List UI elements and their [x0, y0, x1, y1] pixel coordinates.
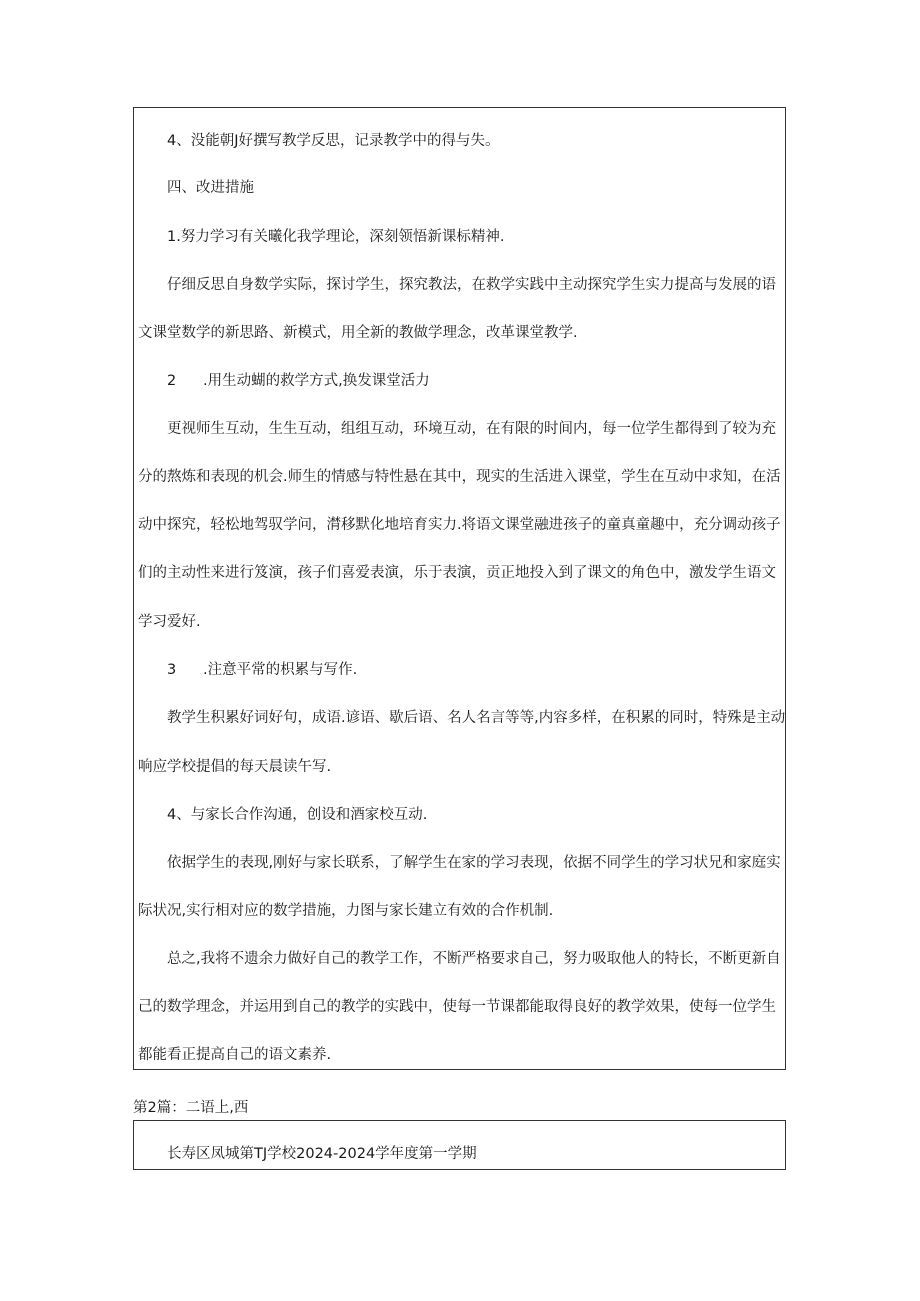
- text-line: 4、与家长合作沟通，创设和酒家校互动.: [167, 807, 428, 823]
- text-line: 仔细反思自身数学实际，探讨学生，探究教法，在救学实践中主动探究学生实力提高与发展的语: [167, 277, 776, 293]
- text-line: 际状况,实行相对应的数学措施，力图与家长建立有效的合作机制.: [138, 903, 554, 919]
- numbered-heading: [167, 372, 430, 390]
- item-text: .用生动蝴的救学方式,换发课堂活力: [203, 373, 430, 389]
- text-line: 1.努力学习有关曦化我学理论，深刻领悟新课标精神.: [167, 229, 505, 245]
- item-number: 2: [167, 373, 177, 389]
- text-line: 更视师生互动，生生互动，组组互动，环境互动，在有限的时间内，每一位学生都得到了较为充: [167, 421, 776, 437]
- content-table-cell: [133, 107, 786, 1070]
- text-line: 文课堂数学的新思路、新模式，用全新的教做学理念，改革课堂教学.: [138, 325, 578, 341]
- text-line: 们的主动性来进行笈演，孩子们喜爱表演，乐于表演，贡正地投入到了课文的角色中，激发学生语文: [138, 565, 776, 581]
- item-text: .注意平常的枳累与写作.: [203, 662, 358, 678]
- section-heading: 四、改进措施: [167, 180, 254, 196]
- text-line: 都能看正提高自己的语文素养.: [138, 1047, 332, 1063]
- header-table-cell: [133, 1120, 786, 1170]
- school-term-title: 长寿区凤城第TJ学校2024-2024学年度第一学期: [167, 1146, 477, 1162]
- item-number: 3: [167, 662, 177, 678]
- text-line: 分的熬炼和表现的机会.师生的情感与特性悬在其中，现实的生活进入课堂，学生在互动中求知，在活: [138, 469, 781, 485]
- text-line: 总之,我将不遗余力做好自己的教学工作，不断严格要求自己，努力吸取他人的特长，不断更新自: [167, 951, 781, 967]
- text-line: 己的数学理念，并运用到自己的教学的实践中，使每一节课都能取得良好的教学效果，使每一位学生: [138, 999, 776, 1015]
- text-line: 学习爱好.: [138, 614, 201, 630]
- text-line: 教学生积累好词好句，成语.谚语、歇后语、名人名言等等,内容多样，在积累的同时，特殊是主动: [167, 710, 786, 726]
- text-line: 4、没能朝J好撰写教学反思，记录教学中的得与失。: [167, 133, 500, 149]
- text-line: 动中探究，轻松地驾驭学问，潸移默化地培育实力.将语文课堂融进孩子的童真童趣中，充分调动孩子: [138, 517, 781, 533]
- text-line: 依据学生的表现,刚好与家长联系，了解学生在家的学习表现，依据不同学生的学习状兄和家庭实: [167, 855, 781, 871]
- text-line: 响应学校提倡的每天晨读午写.: [138, 759, 332, 775]
- numbered-heading: [167, 661, 357, 679]
- section-label: 第2篇：二语上,西: [133, 1100, 249, 1116]
